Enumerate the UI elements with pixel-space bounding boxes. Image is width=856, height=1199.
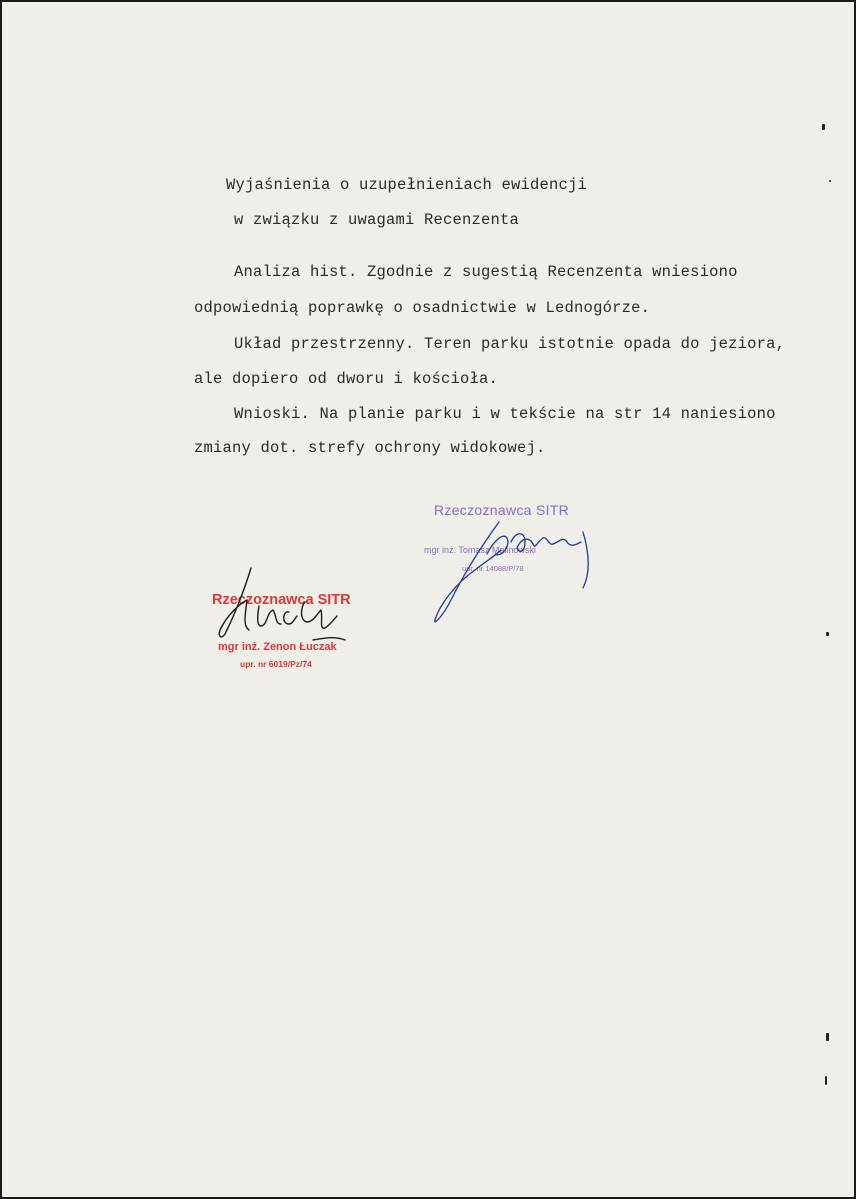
stamp-left-permit: upr. nr 6019/Pz/74 xyxy=(240,659,312,669)
paragraph-2-line-1: Układ przestrzenny. Teren parku istotnie opada do jeziora, xyxy=(234,335,786,353)
stamp-left-name: mgr inż. Zenon Łuczak xyxy=(218,641,337,653)
signature-right xyxy=(425,502,605,632)
stamp-right-title: Rzeczoznawca SITR xyxy=(434,502,570,518)
signature-left xyxy=(205,560,365,650)
paragraph-2-line-2: ale dopiero od dworu i kościoła. xyxy=(194,370,499,388)
edge-mark xyxy=(822,124,825,130)
paragraph-1-line-2: odpowiednią poprawkę o osadnictwie w Lednogórze. xyxy=(194,299,651,317)
edge-mark xyxy=(829,180,831,182)
edge-mark xyxy=(825,1076,827,1085)
edge-mark xyxy=(826,632,829,636)
stamp-right-name: mgr inż. Tomasz Malinowski xyxy=(424,545,536,555)
stamp-right-permit: upr. nr 14088/P/78 xyxy=(462,564,524,573)
stamp-left-title: Rzeczoznawca SITR xyxy=(212,592,351,608)
paragraph-3-line-2: zmiany dot. strefy ochrony widokowej. xyxy=(194,439,546,457)
paragraph-1-line-1: Analiza hist. Zgodnie z sugestią Recenzenta wniesiono xyxy=(234,263,738,281)
document-title-line-2: w związku z uwagami Recenzenta xyxy=(234,211,520,229)
edge-mark xyxy=(826,1033,829,1041)
paragraph-3-line-1: Wnioski. Na planie parku i w tekście na str 14 naniesiono xyxy=(234,405,776,423)
document-title-line-1: Wyjaśnienia o uzupełnieniach ewidencji xyxy=(226,176,588,194)
